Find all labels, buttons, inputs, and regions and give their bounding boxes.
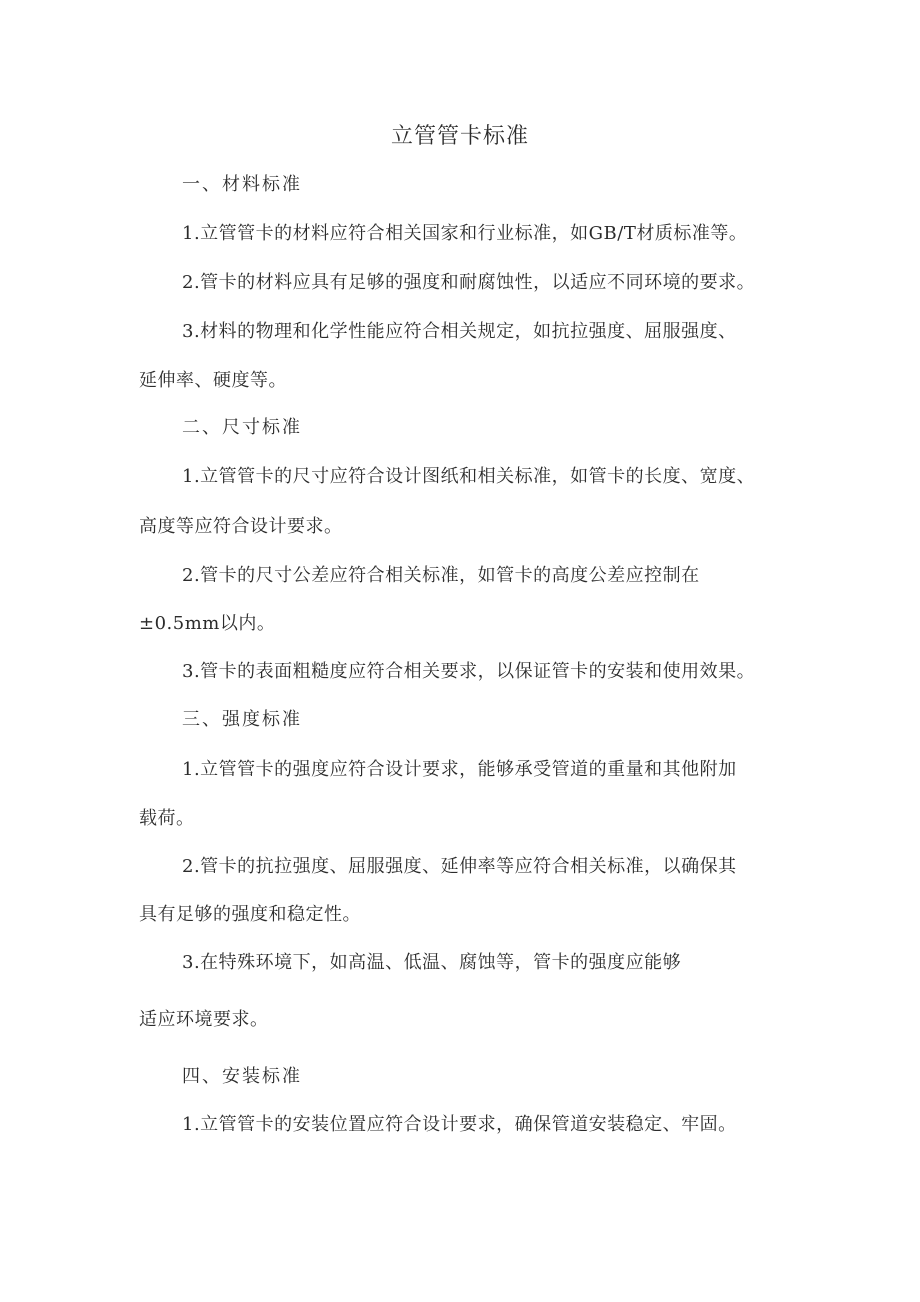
paragraph-line: ±0.5mm以内。 bbox=[139, 613, 276, 634]
paragraph-line: 1.立管管卡的材料应符合相关国家和行业标准，如GB/T材质标准等。 bbox=[182, 223, 748, 244]
paragraph-line: 高度等应符合设计要求。 bbox=[139, 516, 343, 537]
paragraph-line: 2.管卡的抗拉强度、屈服强度、延伸率等应符合相关标准，以确保其 bbox=[182, 856, 737, 877]
paragraph-line: 适应环境要求。 bbox=[139, 1009, 269, 1030]
section-heading-dimensions: 二、尺寸标准 bbox=[182, 417, 302, 438]
paragraph-line: 2.管卡的尺寸公差应符合相关标准，如管卡的高度公差应控制在 bbox=[182, 565, 700, 586]
section-heading-installation: 四、安装标准 bbox=[182, 1066, 302, 1087]
paragraph-line: 1.立管管卡的安装位置应符合设计要求，确保管道安装稳定、牢固。 bbox=[182, 1114, 737, 1135]
paragraph-line: 3.材料的物理和化学性能应符合相关规定，如抗拉强度、屈服强度、 bbox=[182, 321, 737, 342]
paragraph-line: 3.在特殊环境下，如高温、低温、腐蚀等，管卡的强度应能够 bbox=[182, 952, 682, 973]
paragraph-line: 2.管卡的材料应具有足够的强度和耐腐蚀性，以适应不同环境的要求。 bbox=[182, 272, 756, 293]
paragraph-line: 载荷。 bbox=[139, 808, 195, 829]
section-heading-strength: 三、强度标准 bbox=[182, 709, 302, 730]
paragraph-line: 1.立管管卡的尺寸应符合设计图纸和相关标准，如管卡的长度、宽度、 bbox=[182, 466, 756, 487]
section-heading-materials: 一、材料标准 bbox=[182, 174, 302, 195]
document-title: 立管管卡标准 bbox=[390, 124, 529, 149]
paragraph-line: 1.立管管卡的强度应符合设计要求，能够承受管道的重量和其他附加 bbox=[182, 759, 737, 780]
paragraph-line: 延伸率、硬度等。 bbox=[139, 370, 287, 391]
paragraph-line: 3.管卡的表面粗糙度应符合相关要求，以保证管卡的安装和使用效果。 bbox=[182, 661, 756, 682]
paragraph-line: 具有足够的强度和稳定性。 bbox=[139, 904, 361, 925]
